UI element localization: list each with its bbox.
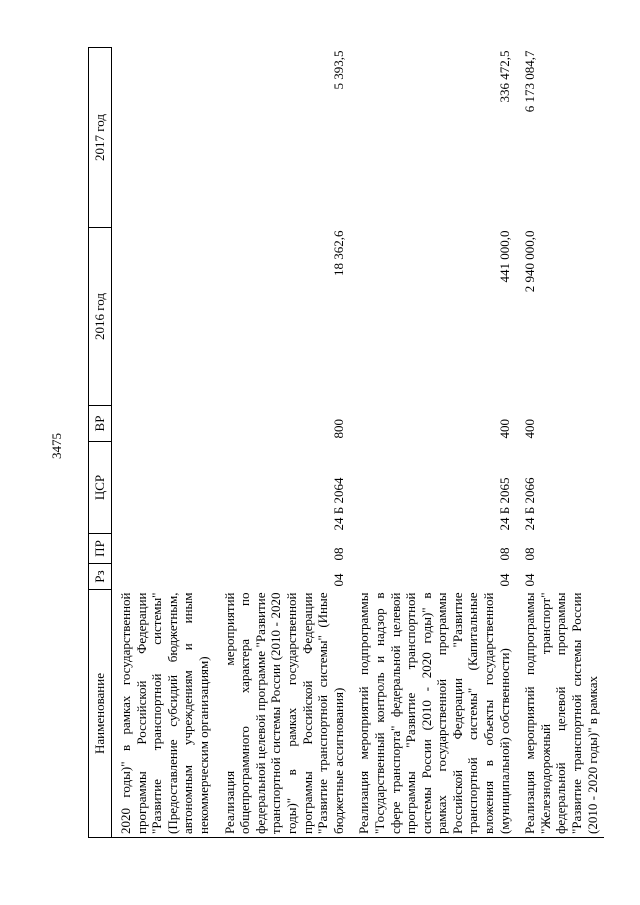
row-rz: 04 — [522, 573, 538, 587]
row-2017: 336 472,5 — [496, 50, 512, 103]
header-csr: ЦСР — [89, 442, 112, 534]
row-2017: 6 173 084,7 — [522, 50, 538, 113]
budget-table — [88, 47, 604, 838]
row-csr — [112, 442, 216, 534]
header-vr: ВР — [89, 406, 112, 442]
row-2017 — [112, 48, 216, 228]
table-row — [516, 48, 604, 838]
row-name: 2020 годы)" в рамках государственной программы Российской Федерации "Развитие транспортной системы" (Предоставление субсидий бюджетным, автономным учреждениям и иным некоммерческим организациям) — [112, 590, 216, 838]
header-pr: ПР — [89, 534, 112, 564]
row-2016 — [112, 228, 216, 406]
row-csr: 24 Б 2066 — [522, 477, 538, 531]
row-csr: 24 Б 2064 — [330, 477, 346, 531]
row-csr: 24 Б 2065 — [496, 477, 512, 531]
row-vr — [112, 406, 216, 442]
header-2017: 2017 год — [89, 48, 112, 228]
row-vr: 400 — [522, 419, 538, 439]
header-name: Наименование — [89, 590, 112, 838]
table-header-row — [89, 48, 112, 838]
row-rz: 04 — [330, 573, 346, 587]
row-2016: 2 940 000,0 — [522, 230, 538, 293]
row-name: Реализация мероприятий подпрограммы "Государственный контроль и надзор в сфере транспорта" федеральной целевой программы "Развитие транспортной системы России (2010 - 2020 годы)" в рамках государственной программы Российской Федерации "Развитие транспортной системы" (Капитальные вложения в объекты государственной (муниципальной) собственности) — [350, 590, 516, 838]
row-name: Реализация мероприятий подпрограммы "Железнодорожный транспорт" федеральной целевой программы "Развитие транспортной системы России (2010 - 2020 годы)" в рамках — [516, 590, 604, 838]
table-row — [350, 48, 516, 838]
row-rz — [112, 564, 216, 590]
row-pr: 08 — [330, 547, 346, 561]
row-name: Реализация мероприятий общепрограммного характера по федеральной целевой программе "Развитие транспортной системы России (2010 - 2020 годы)" в рамках государственной программы Российской Федерации "Развитие транспортной системы" (Иные бюджетные ассигнования) — [216, 590, 351, 838]
row-pr — [112, 534, 216, 564]
row-vr: 800 — [330, 419, 346, 439]
header-2016: 2016 год — [89, 228, 112, 406]
row-pr: 08 — [496, 547, 512, 561]
row-2016: 441 000,0 — [496, 230, 512, 283]
header-rz: Рз — [89, 564, 112, 590]
table-row — [216, 48, 351, 838]
row-2017: 5 393,5 — [330, 50, 346, 90]
row-2016: 18 362,6 — [330, 230, 346, 276]
rotated-page — [88, 48, 618, 838]
row-rz: 04 — [496, 573, 512, 587]
row-pr: 08 — [522, 547, 538, 561]
page-number: 3475 — [49, 433, 64, 459]
table-row — [112, 48, 216, 838]
row-vr: 400 — [496, 419, 512, 439]
